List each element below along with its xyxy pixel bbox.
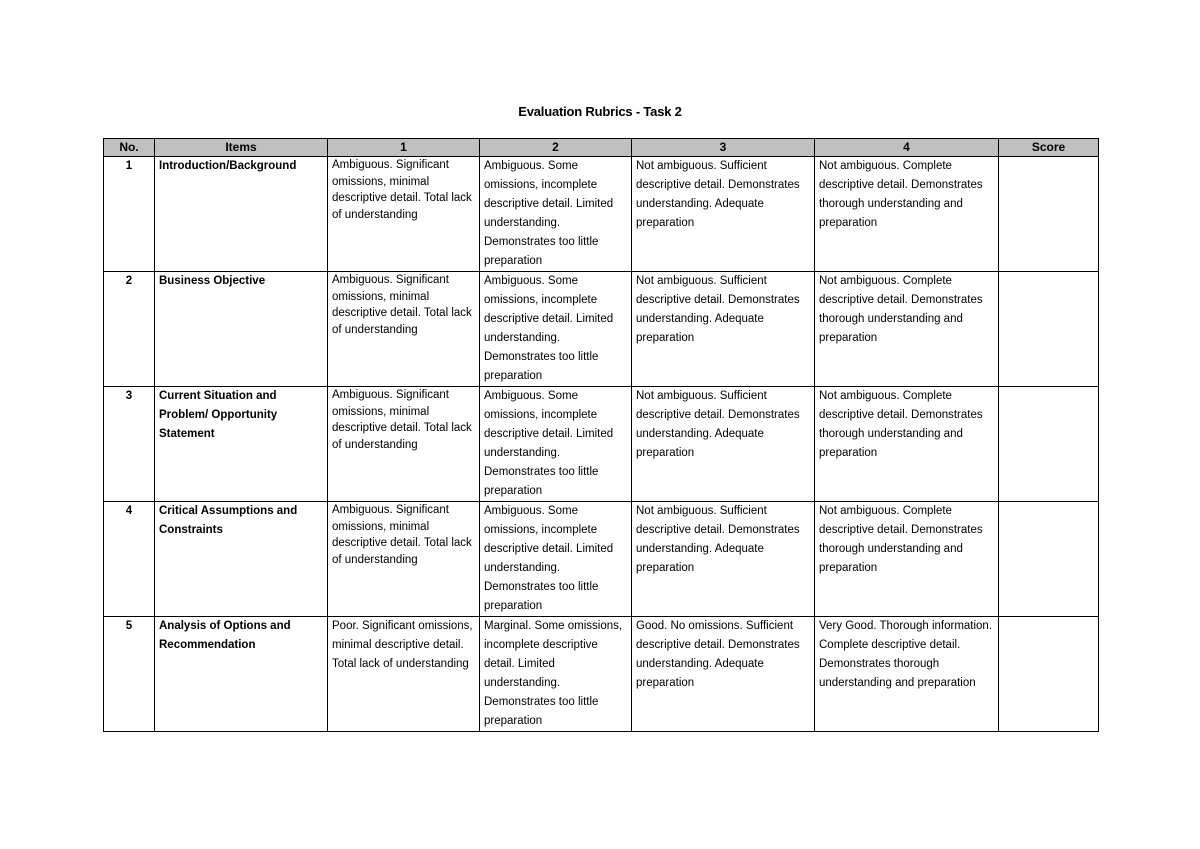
level-3-description: Not ambiguous. Sufficient descriptive detail. Demonstrates understanding. Adequate preparation xyxy=(632,502,815,617)
score-cell[interactable] xyxy=(999,502,1099,617)
header-score: Score xyxy=(999,139,1099,157)
level-3-description: Not ambiguous. Sufficient descriptive detail. Demonstrates understanding. Adequate preparation xyxy=(632,272,815,387)
level-2-description: Marginal. Some omissions, incomplete descriptive detail. Limited understanding. Demonstrates too little preparation xyxy=(480,617,632,732)
header-no: No. xyxy=(104,139,155,157)
row-item: Analysis of Options and Recommendation xyxy=(155,617,328,732)
rubric-table xyxy=(103,138,1099,732)
row-item: Business Objective xyxy=(155,272,328,387)
header-level-4: 4 xyxy=(815,139,999,157)
level-3-description: Not ambiguous. Sufficient descriptive detail. Demonstrates understanding. Adequate preparation xyxy=(632,157,815,272)
table-row xyxy=(104,387,1099,502)
header-row xyxy=(104,139,1099,157)
level-3-description: Good. No omissions. Sufficient descriptive detail. Demonstrates understanding. Adequate preparation xyxy=(632,617,815,732)
header-level-1: 1 xyxy=(328,139,480,157)
row-number: 4 xyxy=(104,502,155,617)
header-level-3: 3 xyxy=(632,139,815,157)
header-items: Items xyxy=(155,139,328,157)
row-item: Current Situation and Problem/ Opportunity Statement xyxy=(155,387,328,502)
table-row xyxy=(104,157,1099,272)
level-4-description: Not ambiguous. Complete descriptive detail. Demonstrates thorough understanding and preparation xyxy=(815,502,999,617)
row-number: 3 xyxy=(104,387,155,502)
row-number: 5 xyxy=(104,617,155,732)
level-1-description: Ambiguous. Significant omissions, minimal descriptive detail. Total lack of understanding xyxy=(328,272,480,387)
score-cell[interactable] xyxy=(999,617,1099,732)
level-4-description: Not ambiguous. Complete descriptive detail. Demonstrates thorough understanding and preparation xyxy=(815,272,999,387)
score-cell[interactable] xyxy=(999,272,1099,387)
row-item: Critical Assumptions and Constraints xyxy=(155,502,328,617)
level-2-description: Ambiguous. Some omissions, incomplete descriptive detail. Limited understanding. Demonstrates too little preparation xyxy=(480,157,632,272)
header-level-2: 2 xyxy=(480,139,632,157)
level-4-description: Not ambiguous. Complete descriptive detail. Demonstrates thorough understanding and preparation xyxy=(815,387,999,502)
level-1-description: Ambiguous. Significant omissions, minimal descriptive detail. Total lack of understanding xyxy=(328,387,480,502)
level-1-description: Ambiguous. Significant omissions, minimal descriptive detail. Total lack of understanding xyxy=(328,157,480,272)
level-4-description: Not ambiguous. Complete descriptive detail. Demonstrates thorough understanding and preparation xyxy=(815,157,999,272)
score-cell[interactable] xyxy=(999,387,1099,502)
table-row xyxy=(104,272,1099,387)
page-title: Evaluation Rubrics - Task 2 xyxy=(518,104,682,119)
level-4-description: Very Good. Thorough information. Complete descriptive detail. Demonstrates thorough understanding and preparation xyxy=(815,617,999,732)
table-row xyxy=(104,617,1099,732)
row-number: 2 xyxy=(104,272,155,387)
level-2-description: Ambiguous. Some omissions, incomplete descriptive detail. Limited understanding. Demonstrates too little preparation xyxy=(480,387,632,502)
row-item: Introduction/Background xyxy=(155,157,328,272)
level-1-description: Ambiguous. Significant omissions, minimal descriptive detail. Total lack of understanding xyxy=(328,502,480,617)
level-2-description: Ambiguous. Some omissions, incomplete descriptive detail. Limited understanding. Demonstrates too little preparation xyxy=(480,502,632,617)
row-number: 1 xyxy=(104,157,155,272)
level-3-description: Not ambiguous. Sufficient descriptive detail. Demonstrates understanding. Adequate preparation xyxy=(632,387,815,502)
level-1-description: Poor. Significant omissions, minimal descriptive detail. Total lack of understanding xyxy=(328,617,480,732)
score-cell[interactable] xyxy=(999,157,1099,272)
level-2-description: Ambiguous. Some omissions, incomplete descriptive detail. Limited understanding. Demonstrates too little preparation xyxy=(480,272,632,387)
table-row xyxy=(104,502,1099,617)
